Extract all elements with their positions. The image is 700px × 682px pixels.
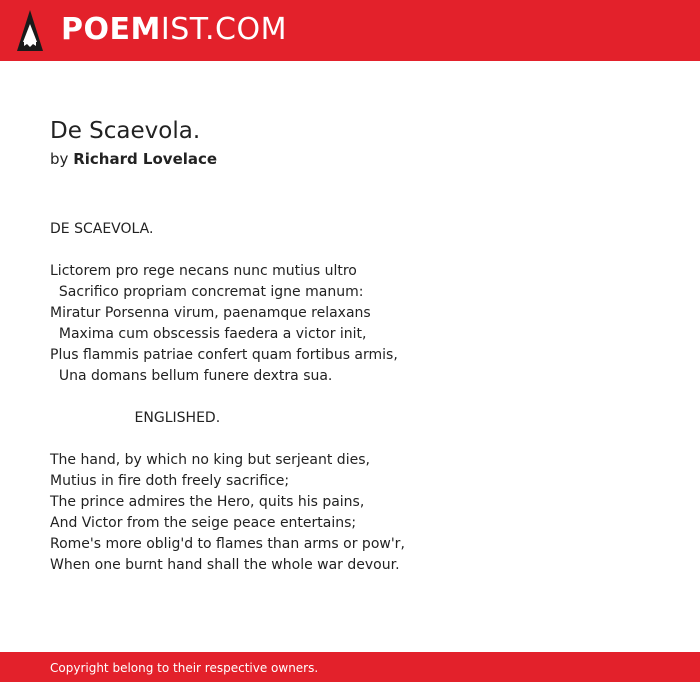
poem-line xyxy=(50,240,405,261)
pencil-icon[interactable] xyxy=(17,10,43,51)
logo-bold-text: POEM xyxy=(61,12,161,47)
poem-line: Mutius in fire doth freely sacrifice; xyxy=(50,473,290,489)
poem-line: Una domans bellum funere dextra sua. xyxy=(50,368,333,384)
poem-line: And Victor from the seige peace entertains; xyxy=(50,515,357,531)
poem-line: The prince admires the Hero, quits his pains, xyxy=(50,494,365,510)
poem-line xyxy=(50,429,405,450)
poem-line: Maxima cum obscessis faedera a victor init, xyxy=(50,326,367,342)
byline xyxy=(50,149,217,169)
poem-title: De Scaevola. xyxy=(50,118,201,144)
poem-line xyxy=(50,387,405,408)
poem-line: Miratur Porsenna virum, paenamque relaxans xyxy=(50,305,371,321)
copyright-text: Copyright belong to their respective owners. xyxy=(50,661,319,675)
poem-line: ENGLISHED. xyxy=(50,410,221,426)
logo-light-text: IST.COM xyxy=(160,12,287,47)
site-header xyxy=(0,0,700,61)
poem-line: When one burnt hand shall the whole war devour. xyxy=(50,557,400,573)
poem-text xyxy=(50,219,405,576)
poem-line: Plus flammis patriae confert quam fortibus armis, xyxy=(50,347,398,363)
poem-line: Sacrifico propriam concremat igne manum: xyxy=(50,284,364,300)
site-logo[interactable] xyxy=(61,12,287,48)
author-name: Richard Lovelace xyxy=(73,150,218,168)
poem-line: The hand, by which no king but serjeant dies, xyxy=(50,452,370,468)
poem-line: Lictorem pro rege necans nunc mutius ultro xyxy=(50,263,357,279)
by-label: by xyxy=(50,150,69,168)
site-footer xyxy=(0,652,700,682)
poem-line: DE SCAEVOLA. xyxy=(50,221,154,237)
poem-line: Rome's more oblig'd to flames than arms or pow'r, xyxy=(50,536,405,552)
